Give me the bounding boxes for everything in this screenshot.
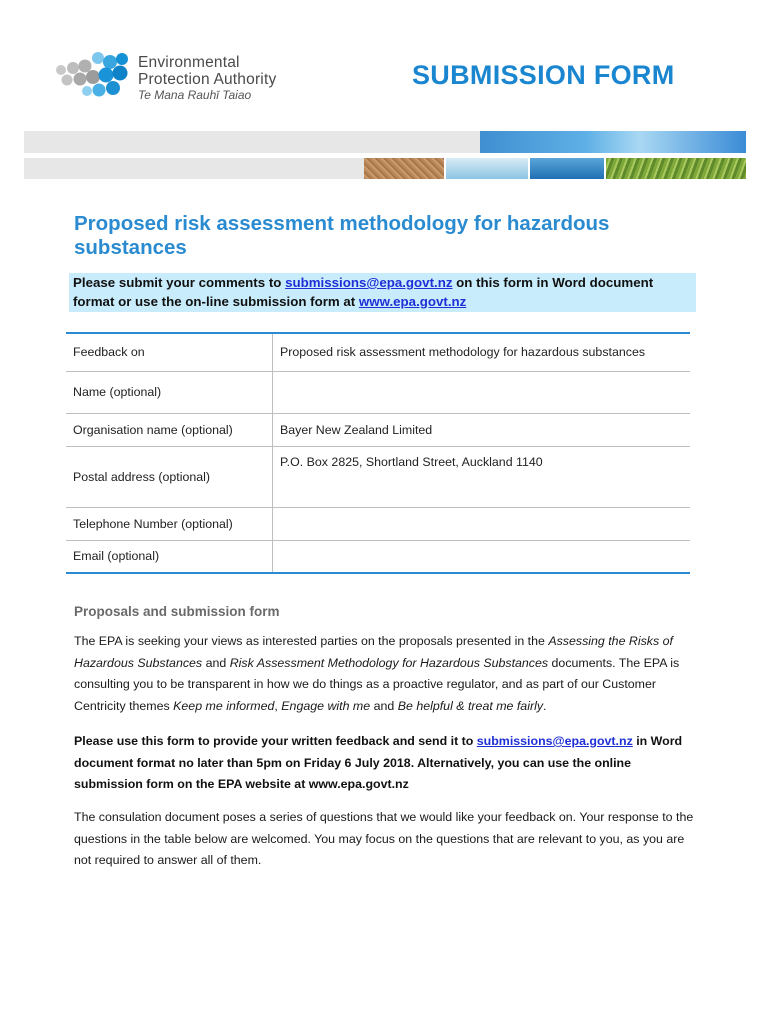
name-label: Name (optional) [66,371,273,413]
document-title-italic: Risk Assessment Methodology for Hazardous Substances [229,655,549,670]
logo-line-1: Environmental [138,54,240,71]
note-text-start: Please submit your comments to [73,275,286,290]
feedback-on-value[interactable]: Proposed risk assessment methodology for hazardous substances [273,333,691,371]
logo-wordmark [138,54,276,103]
email-link[interactable]: submissions@epa.govt.nz [285,275,453,290]
postal-address-field[interactable]: P.O. Box 2825, Shortland Street, Auckland 1140 [273,446,691,507]
telephone-field[interactable] [273,507,691,540]
submission-instructions-note [69,273,696,312]
epa-logo [52,50,312,110]
sky-photo-strip [480,131,746,153]
postal-address-label: Postal address (optional) [66,446,273,507]
paragraph-text: , [274,698,282,713]
organisation-label: Organisation name (optional) [66,413,273,446]
table-row [66,507,690,540]
epa-logo-mark-icon [52,50,134,110]
name-field[interactable] [273,371,691,413]
fern-photo-tile [606,158,746,179]
table-row [66,540,690,573]
website-link[interactable]: www.epa.govt.nz [358,293,467,309]
paragraph-text: documents. The EPA is consulting you to be transparent in how we do things as a proactive regulator, and as part of our Customer Centricity themes [74,655,680,713]
paragraph-text: Please use this form to provide your written feedback and send it to [74,734,477,748]
telephone-label: Telephone Number (optional) [66,507,273,540]
paragraph-text: The EPA is seeking your views as interested parties on the proposals presented in the [74,634,549,648]
intro-paragraph [74,631,694,717]
section-heading: Proposals and submission form [74,604,280,619]
organisation-field[interactable]: Bayer New Zealand Limited [273,413,691,446]
paragraph-text: and [370,698,398,713]
consultation-paragraph: The consulation document poses a series of questions that we would like your feedback on. Your response to the questions in the table below are welcomed. You may focus on the questions that are relevant to you, as you are not required to answer all of them. [74,810,694,867]
logo-line-2: Protection Authority [138,71,277,88]
header-banner [24,131,746,179]
paragraph-text: and [202,655,230,670]
sand-photo-tile [364,158,444,179]
form-title: SUBMISSION FORM [412,60,675,90]
email-field[interactable] [273,540,691,573]
feedback-on-label: Feedback on [66,333,273,371]
theme-italic: Be helpful & treat me fairly [397,698,544,713]
paragraph-text: in Word document format no later than 5pm on Friday 6 July 2018. Alternatively, you can use the online submission form on the EPA website at www.epa.govt.nz [74,734,683,791]
table-row [66,413,690,446]
water-photo-tile [446,158,528,179]
submitter-details-table [66,332,690,574]
sea-photo-tile [530,158,604,179]
logo-tagline: Te Mana Rauhī Taiao [138,88,252,102]
document-heading: Proposed risk assessment methodology for hazardous substances [74,212,610,259]
paragraph-text: . [543,698,547,713]
note-text-middle: on this form in Word document format or use the on-line submission form at [73,275,654,309]
instructions-paragraph [74,731,696,796]
theme-italic: Engage with me [281,698,371,713]
table-row [66,371,690,413]
theme-italic: Keep me informed [173,698,275,713]
document-title-italic: Assessing the Risks of Hazardous Substances [74,634,673,670]
email-link[interactable]: submissions@epa.govt.nz [476,734,633,748]
banner-band-bottom [24,158,364,179]
table-row [66,446,690,507]
banner-band-top [24,131,480,153]
email-label: Email (optional) [66,540,273,573]
table-row [66,333,690,371]
